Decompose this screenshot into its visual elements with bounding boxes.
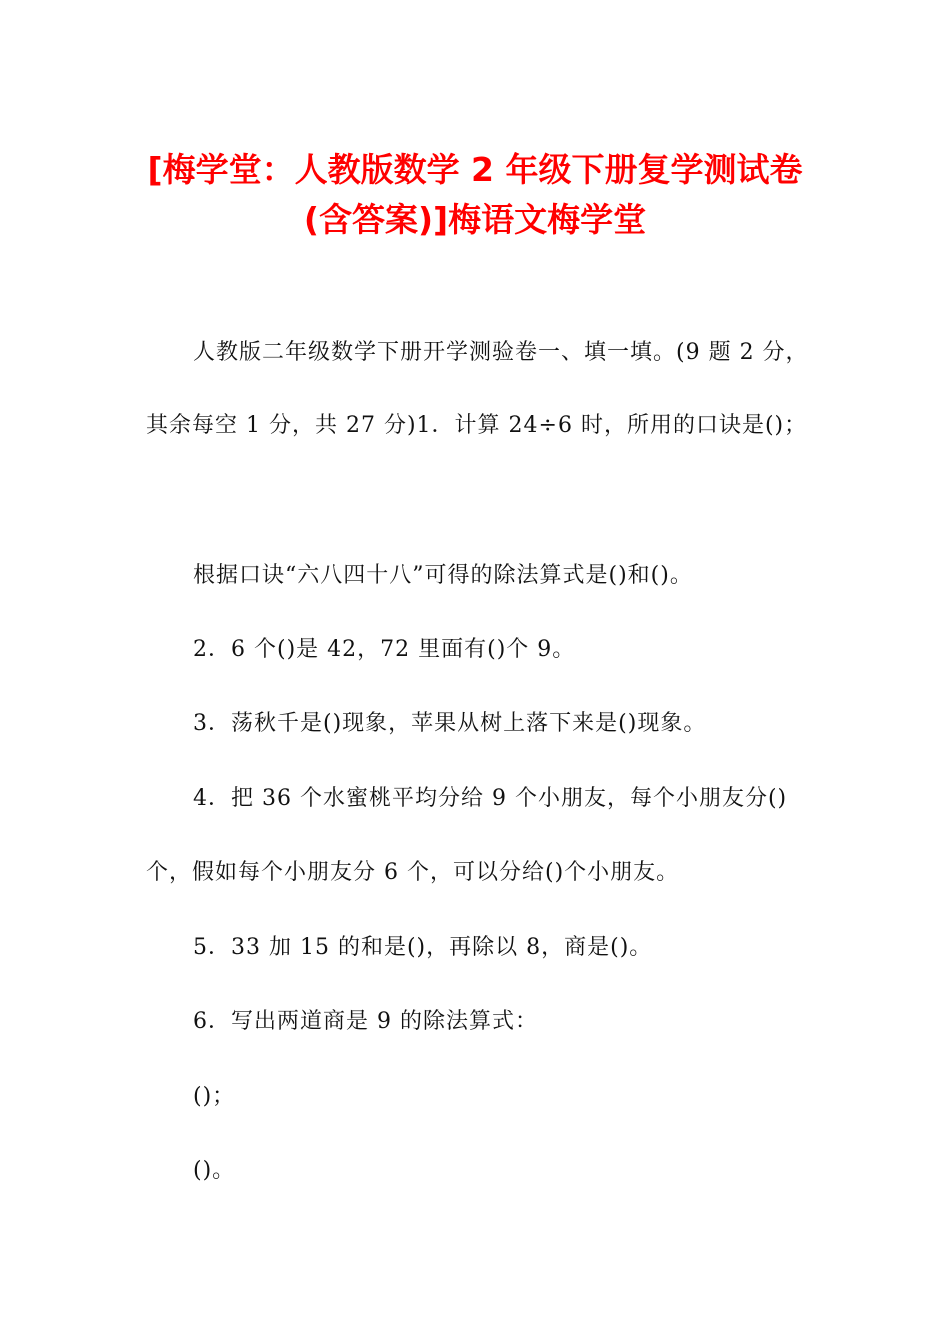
paragraph-line: 根据口诀“六八四十八”可得的除法算式是()和()。 bbox=[193, 563, 693, 588]
paragraph-line: 其余每空 1 分，共 27 分)1．计算 24÷6 时，所用的口诀是()； bbox=[146, 413, 808, 438]
document-title-line-2: (含答案)]梅语文梅学堂 bbox=[303, 200, 647, 239]
paragraph-line: 5．33 加 15 的和是()，再除以 8，商是()。 bbox=[193, 935, 653, 960]
paragraph-line: 2．6 个()是 42，72 里面有()个 9。 bbox=[193, 637, 576, 662]
paragraph-line: 4．把 36 个水蜜桃平均分给 9 个小朋友，每个小朋友分() bbox=[193, 786, 788, 811]
paragraph-line: 6．写出两道商是 9 的除法算式： bbox=[193, 1009, 538, 1034]
document-title-line-1: [梅学堂：人教版数学 2 年级下册复学测试卷 bbox=[147, 150, 803, 189]
paragraph-line: 个，假如每个小朋友分 6 个，可以分给()个小朋友。 bbox=[146, 860, 680, 885]
paragraph-line: ()； bbox=[193, 1084, 236, 1109]
paragraph-line: ()。 bbox=[193, 1158, 236, 1183]
paragraph-line: 3．荡秋千是()现象，苹果从树上落下来是()现象。 bbox=[193, 711, 707, 736]
paragraph-line: 人教版二年级数学下册开学测验卷一、填一填。(9 题 2 分， bbox=[193, 340, 809, 365]
